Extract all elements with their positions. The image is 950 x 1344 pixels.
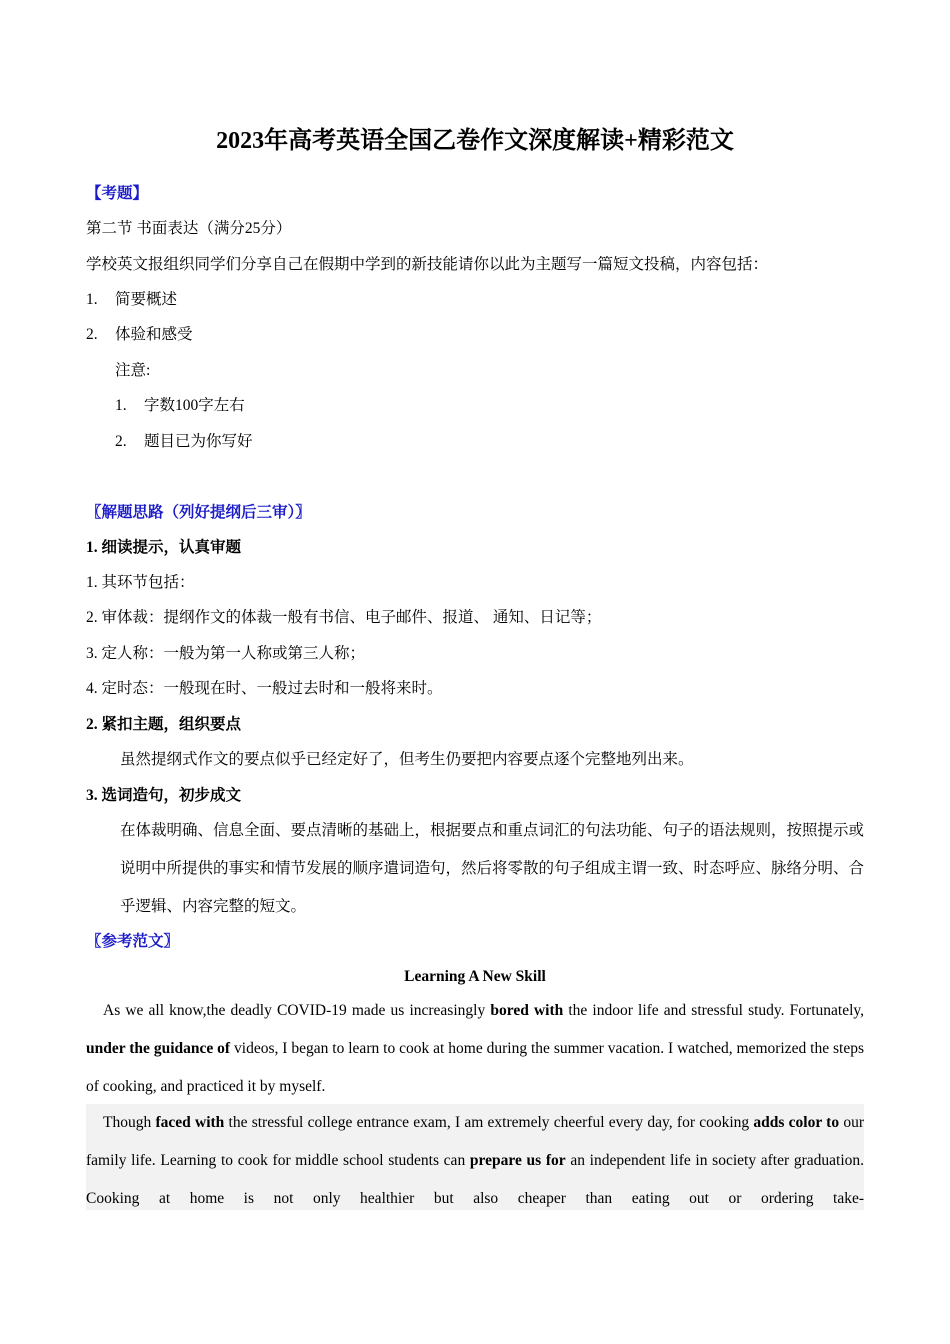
exam-item xyxy=(86,324,193,346)
note-item xyxy=(115,431,253,453)
step1-item: 3. 定人称：一般为第一人称或第三人称； xyxy=(86,645,366,662)
essay-text: our family life. Learning to cook for middle school students can xyxy=(86,1114,864,1169)
note-item xyxy=(115,395,245,417)
exam-item xyxy=(86,289,177,311)
page-title: 2023年高考英语全国乙卷作文深度解读+精彩范文 xyxy=(216,128,734,154)
exam-heading: 【考题】 xyxy=(86,185,149,202)
essay-phrase: faced with xyxy=(155,1114,225,1131)
step1-item: 2. 审体裁：提纲作文的体裁一般有书信、电子邮件、报道、 通知、日记等； xyxy=(86,609,602,626)
step1-item: 1. 其环节包括： xyxy=(86,574,195,591)
essay-text: videos, I began to learn to cook at home during the summer vacation. I watched, memorized the steps of cooking, and practiced it by myself. xyxy=(86,1040,864,1095)
exam-prompt: 学校英文报组织同学们分享自己在假期中学到的新技能请你以此为主题写一篇短文投稿，内容包括： xyxy=(86,256,769,273)
step1-item: 4. 定时态：一般现在时、一般过去时和一般将来时。 xyxy=(86,680,443,697)
step1-title: 1. 细读提示，认真审题 xyxy=(86,539,242,556)
note-item-text: 题目已为你写好 xyxy=(144,433,253,450)
exam-item-text: 简要概述 xyxy=(115,291,178,308)
essay-phrase: under the guidance of xyxy=(86,1040,231,1057)
essay-title: Learning A New Skill xyxy=(404,968,546,985)
essay-phrase: prepare us for xyxy=(469,1152,566,1169)
exam-item-number: 2. xyxy=(86,326,98,343)
essay-text: the stressful college entrance exam, I am extremely cheerful every day, for cooking xyxy=(224,1114,754,1131)
note-item-number: 1. xyxy=(115,397,127,414)
essay-text: the indoor life and stressful study. Fortunately, xyxy=(563,1002,865,1019)
step2-title: 2. 紧扣主题，组织要点 xyxy=(86,716,242,733)
essay-text: Though xyxy=(103,1114,156,1131)
essay-phrase: bored with xyxy=(490,1002,564,1019)
approach-heading: 〖解题思路（列好提纲后三审）〗 xyxy=(86,504,311,521)
exam-section: 第二节 书面表达（满分25分） xyxy=(86,220,292,237)
note-label: 注意: xyxy=(115,362,151,379)
essay-text: As we all know,the deadly COVID-19 made us increasingly xyxy=(103,1002,491,1019)
exam-item-number: 1. xyxy=(86,291,98,308)
step2-text: 虽然提纲式作文的要点似乎已经定好了，但考生仍要把内容要点逐个完整地列出来。 xyxy=(120,751,694,768)
note-item-text: 字数100字左右 xyxy=(144,397,245,414)
exam-item-text: 体验和感受 xyxy=(115,326,193,343)
essay-phrase: adds color to xyxy=(753,1114,840,1131)
step3-text: 在体裁明确、信息全面、要点清晰的基础上，根据要点和重点词汇的句法功能、句子的语法规则，按照提示或说明中所提供的事实和情节发展的顺序遣词造句，然后将零散的句子组成主谓一致、时态呼应、脉络分明、合乎逻辑、内容完整的短文。 xyxy=(120,822,865,915)
essay-paragraph-1 xyxy=(86,992,864,1106)
essay-paragraph-2 xyxy=(86,1104,864,1210)
step3-title: 3. 选词造句，初步成文 xyxy=(86,787,242,804)
sample-heading: 〖参考范文〗 xyxy=(86,933,180,950)
essay-text: an independent life in society after graduation. Cooking at home is not only healthier but also cheaper than eating out or ordering take- xyxy=(86,1152,864,1207)
note-item-number: 2. xyxy=(115,433,127,450)
